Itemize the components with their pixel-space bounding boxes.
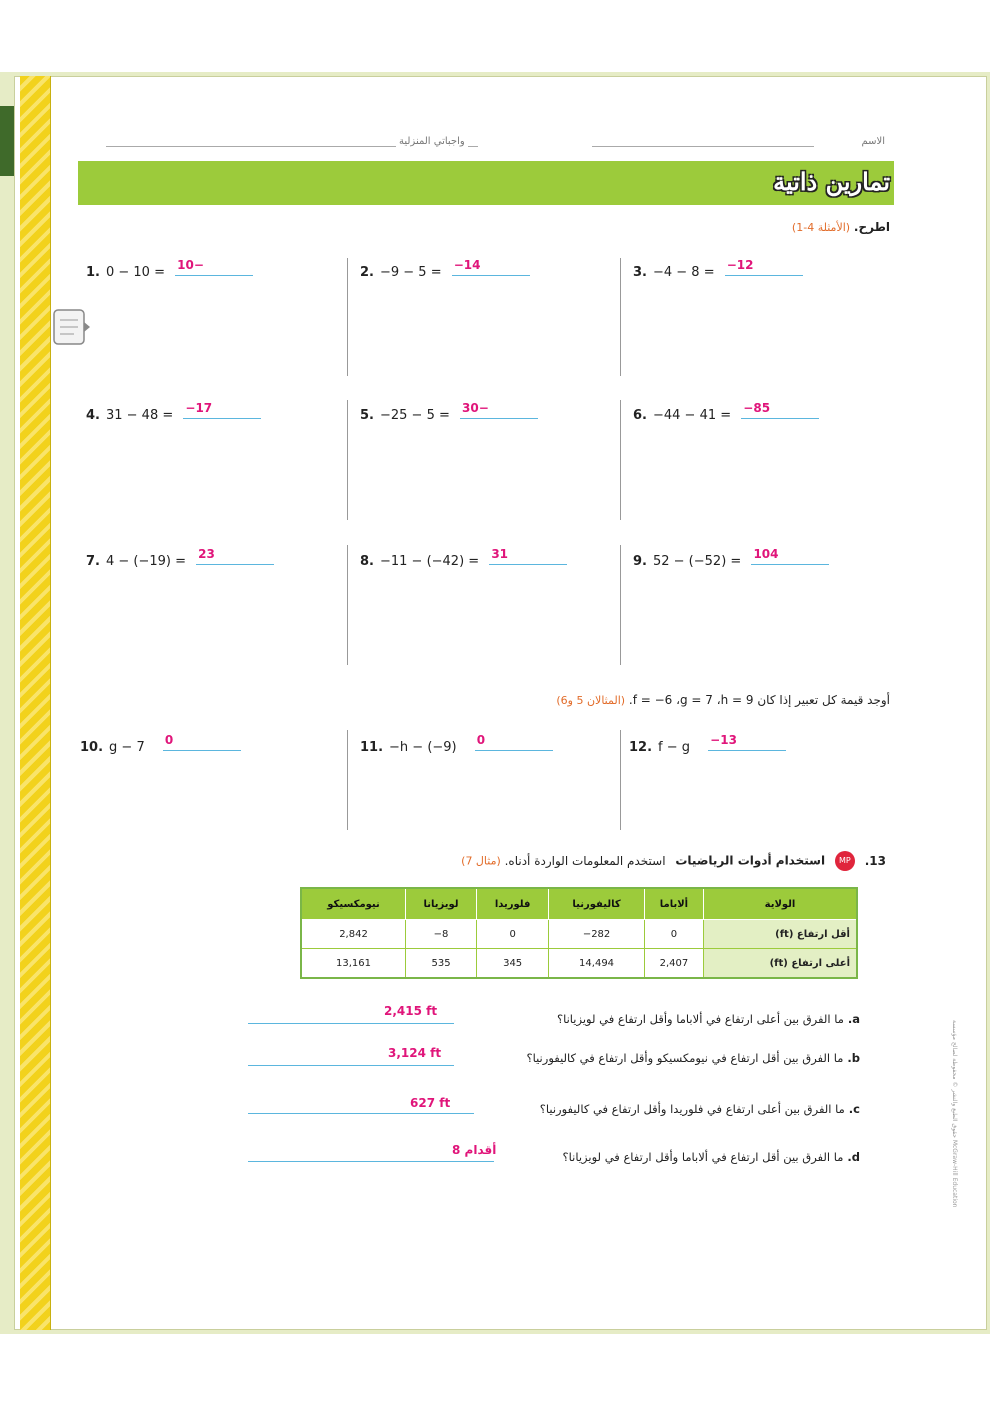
table-cell: 535 [406, 949, 477, 979]
subquestion-c-answer[interactable]: 627 ft [410, 1096, 451, 1110]
section1-instruction: اطرح. (الأمثلة 4-1) [791, 220, 890, 234]
problem-2: 2. −9 − 5 = −14 [360, 262, 530, 282]
title-banner [78, 161, 894, 205]
table-cell: 2,842 [301, 920, 406, 949]
date-label: واجباتي المنزلية [396, 136, 468, 147]
table-header: ألاباما [644, 888, 703, 920]
table-header: لويزيانا [406, 888, 477, 920]
table-row-header: أعلى ارتفاع (ft) [704, 949, 858, 979]
chapter-tab [0, 106, 14, 176]
table-cell: −8 [406, 920, 477, 949]
table-cell: 345 [477, 949, 549, 979]
section1-reference: (الأمثلة 4-1) [791, 221, 851, 234]
table-header: فلوريدا [477, 888, 549, 920]
problem-12: 12. f − g −13 [629, 737, 786, 757]
answer-line [248, 1160, 494, 1162]
problem-11: 11. −h − (−9) 0 [360, 737, 553, 757]
answer-field[interactable]: 0 [163, 733, 241, 751]
column-divider [620, 258, 621, 376]
name-date-row [106, 136, 888, 150]
column-divider [620, 730, 621, 830]
table-cell: 14,494 [549, 949, 645, 979]
table-row [301, 949, 857, 979]
subquestion-b-answer[interactable]: 3,124 ft [388, 1046, 442, 1060]
table-header: كاليفورنيا [549, 888, 645, 920]
problem-9: 9. 52 − (−52) = 104 [633, 551, 829, 571]
help-icon[interactable] [52, 306, 92, 348]
table-row-header: أقل ارتفاع (ft) [704, 920, 858, 949]
answer-field[interactable]: 10− [175, 258, 253, 276]
answer-line [248, 1112, 474, 1114]
problem-10: 10. g − 7 0 [80, 737, 241, 757]
copyright-notice: حقوق الطبع والنشر © محفوظة لصالح مؤسسة McGraw-Hill Education [951, 1020, 958, 1208]
answer-field[interactable]: 31 [489, 547, 567, 565]
answer-field[interactable]: −85 [741, 401, 819, 419]
column-divider [620, 400, 621, 520]
table-header-row [301, 888, 857, 920]
q13-title: استخدام أدوات الرياضيات [675, 853, 826, 868]
table-cell: 0 [477, 920, 549, 949]
problem-1: 1. 0 − 10 = 10− [86, 262, 253, 282]
table-header: نيومكسيكو [301, 888, 406, 920]
elevation-table [300, 887, 858, 979]
column-divider [347, 545, 348, 665]
table-header: الولاية [704, 888, 858, 920]
subquestion-b: b.ما الفرق بين أقل ارتفاع في نيومكسيكو وأقل ارتفاع في كاليفورنيا؟ [526, 1051, 860, 1065]
math-practice-icon: MP [835, 851, 855, 871]
answer-field[interactable]: −14 [452, 258, 530, 276]
problem-5: 5. −25 − 5 = 30− [360, 405, 538, 425]
answer-field[interactable]: 23 [196, 547, 274, 565]
problem-6: 6. −44 − 41 = −85 [633, 405, 819, 425]
subquestion-d: d.ما الفرق بين أقل ارتفاع في ألاباما وأقل ارتفاع في لويزيانا؟ [562, 1150, 860, 1164]
q13-text: استخدم المعلومات الواردة أدناه. [504, 853, 666, 868]
problem-3: 3. −4 − 8 = −12 [633, 262, 803, 282]
section2-reference: (المثالان 5 و6) [556, 694, 626, 707]
table-cell: −282 [549, 920, 645, 949]
answer-field[interactable]: −13 [708, 733, 786, 751]
answer-field[interactable]: −17 [183, 401, 261, 419]
decorative-stripe [20, 76, 51, 1330]
column-divider [347, 730, 348, 830]
answer-line [248, 1022, 454, 1024]
problem-4: 4. 31 − 48 = −17 [86, 405, 261, 425]
table-cell: 0 [644, 920, 703, 949]
table-cell: 2,407 [644, 949, 703, 979]
subquestion-a-answer[interactable]: 2,415 ft [384, 1004, 438, 1018]
problem-7: 7. 4 − (−19) = 23 [86, 551, 274, 571]
problem-8: 8. −11 − (−42) = 31 [360, 551, 567, 571]
subquestion-a: a.ما الفرق بين أعلى ارتفاع في ألاباما وأقل ارتفاع في لويزيانا؟ [556, 1012, 860, 1026]
table-row [301, 920, 857, 949]
table-cell: 13,161 [301, 949, 406, 979]
question-13: 13. MP استخدام أدوات الرياضيات استخدم المعلومات الواردة أدناه. (مثال 7) [461, 851, 886, 871]
answer-field[interactable]: 104 [751, 547, 829, 565]
name-label: الاسم [858, 136, 888, 147]
column-divider [347, 258, 348, 376]
section2-instruction: أوجد قيمة كل تعبير إذا كان f = −6 ،g = 7 ،h = 9. (المثالان 5 و6) [556, 693, 890, 707]
column-divider [620, 545, 621, 665]
q13-reference: (مثال 7) [461, 854, 501, 868]
page-title: تمارين ذاتية [773, 167, 890, 196]
column-divider [347, 400, 348, 520]
answer-field[interactable]: 30− [460, 401, 538, 419]
answer-field[interactable]: −12 [725, 258, 803, 276]
answer-line [248, 1064, 454, 1066]
subquestion-c: c.ما الفرق بين أعلى ارتفاع في فلوريدا وأقل ارتفاع في كاليفورنيا؟ [539, 1102, 860, 1116]
subquestion-d-answer[interactable]: 8 أقدام [452, 1143, 497, 1157]
answer-field[interactable]: 0 [475, 733, 553, 751]
